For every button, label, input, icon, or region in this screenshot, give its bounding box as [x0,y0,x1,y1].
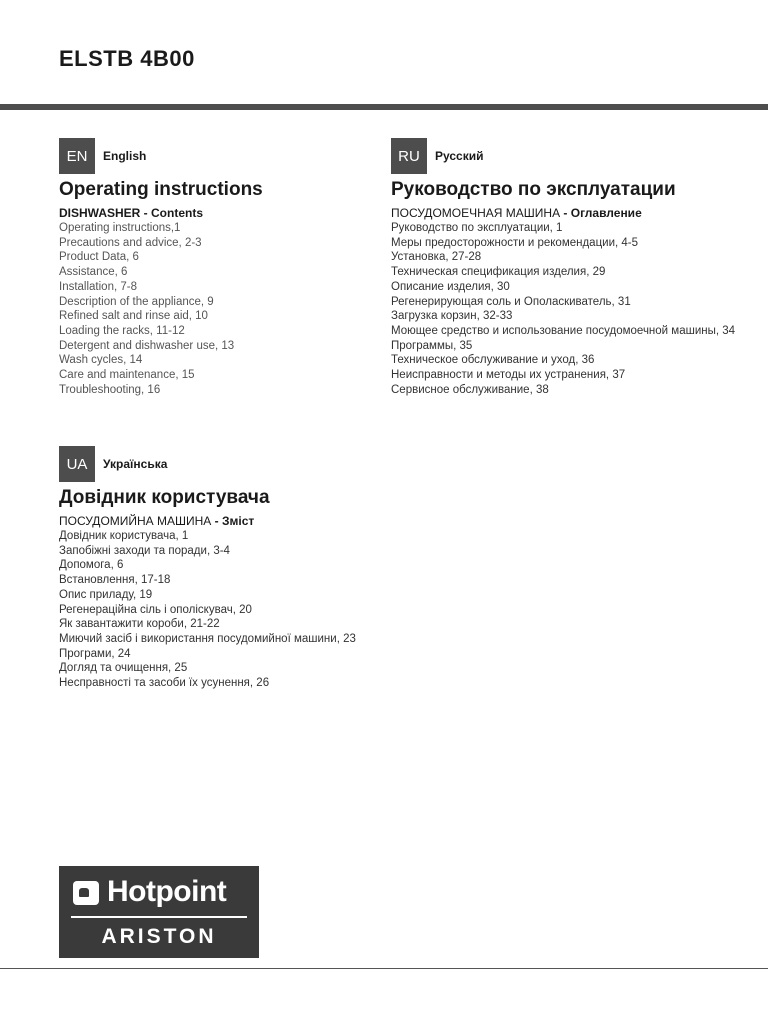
contents-item: Troubleshooting, 16 [59,383,161,396]
header-divider [0,104,768,110]
subtitle-separator: - [211,514,222,528]
contents-list [59,221,369,397]
subtitle-lead: DISHWASHER [59,206,141,220]
footer-divider [0,968,768,969]
contents-item: Operating instructions,1 [59,222,181,234]
language-name: Русский [435,149,484,163]
contents-item: Assistance, 6 [59,266,128,279]
subtitle-lead: ПОСУДОМИЙНА МАШИНА [59,514,212,528]
contents-item: Моющее средство и использование посудомоечной машины, 34 [391,324,736,337]
contents-item: Регенерирующая соль и Ополаскиватель, 31 [391,295,631,308]
contents-item: Як завантажити короби, 21-22 [59,618,220,631]
contents-item: Руководство по эксплуатации, 1 [391,222,563,234]
language-code-badge: UA [59,446,95,482]
language-name: Українська [103,457,168,471]
section-title: Operating instructions [59,179,263,200]
section-subtitle [59,514,439,529]
contents-item: Description of the appliance, 9 [59,295,214,308]
section-english [59,138,369,397]
contents-item: Допомога, 6 [59,559,124,572]
contents-item: Довідник користувача, 1 [59,530,189,542]
contents-item: Refined salt and rinse aid, 10 [59,310,208,323]
contents-item: Loading the racks, 11-12 [59,324,185,337]
contents-item: Описание изделия, 30 [391,280,510,293]
logo-divider [71,916,247,918]
subtitle-contents: Зміст [222,514,255,528]
contents-item: Detergent and dishwasher use, 13 [59,339,235,352]
contents-item: Меры предосторожности и рекомендации, 4-5 [391,236,639,249]
language-header [59,446,439,482]
contents-item: Установка, 27-28 [391,251,482,264]
section-title: Довідник користувача [59,487,270,508]
language-code-badge: RU [391,138,427,174]
language-header [59,138,369,174]
contents-item: Встановлення, 17-18 [59,574,171,587]
subtitle-separator: - [140,206,152,220]
contents-item: Запобіжні заходи та поради, 3-4 [59,544,230,557]
contents-item: Регенераційна сіль і ополіскувач, 20 [59,603,252,616]
contents-item: Неисправности и методы их устранения, 37 [391,369,626,382]
contents-item: Несправності та засоби їх усунення, 26 [59,677,270,690]
contents-item: Програми, 24 [59,647,131,660]
contents-list [59,529,439,691]
contents-item: Product Data, 6 [59,251,139,264]
language-header [391,138,751,174]
logo-sub-text: ARISTON [101,925,217,948]
contents-item: Миючий засіб і використання посудомийної машини, 23 [59,632,356,645]
contents-item: Wash cycles, 14 [59,354,143,367]
contents-item: Installation, 7-8 [59,280,137,293]
contents-item: Программы, 35 [391,339,473,352]
contents-item: Сервисное обслуживание, 38 [391,383,549,396]
hotpoint-mark-icon [73,881,99,905]
model-title: ELSTB 4B00 [59,46,195,71]
subtitle-contents: Оглавление [570,206,642,220]
contents-list [391,221,751,397]
contents-item: Загрузка корзин, 32-33 [391,310,513,323]
contents-item: Техническая спецификация изделия, 29 [391,266,606,279]
section-subtitle [391,206,751,221]
contents-item: Care and maintenance, 15 [59,369,195,382]
section-subtitle [59,206,369,221]
subtitle-contents: Contents [151,206,204,220]
contents-item: Техническое обслуживание и уход, 36 [391,354,595,367]
language-code-badge: EN [59,138,95,174]
subtitle-lead: ПОСУДОМОЕЧНАЯ МАШИНА [391,206,561,220]
hotpoint-ariston-logo [59,866,259,958]
section-russian [391,138,751,397]
language-name: English [103,149,147,163]
contents-item: Precautions and advice, 2-3 [59,236,202,249]
section-title: Руководство по эксплуатации [391,179,676,200]
subtitle-separator: - [560,206,571,220]
logo-brand-text: Hotpoint [107,875,227,908]
contents-item: Опис приладу, 19 [59,588,153,601]
section-ukrainian [59,446,439,691]
contents-item: Догляд та очищення, 25 [59,662,188,675]
